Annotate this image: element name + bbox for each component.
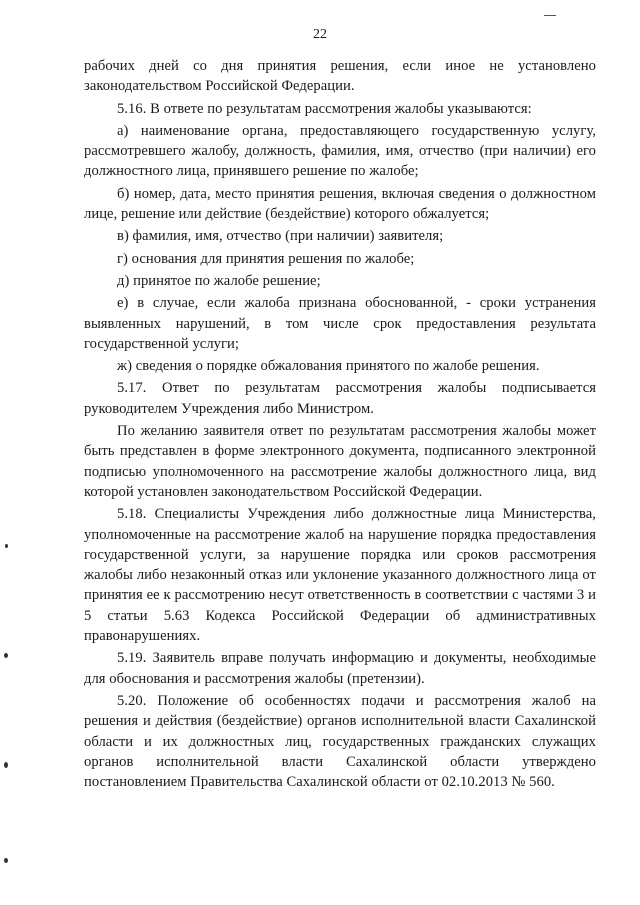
page-number: 22 bbox=[313, 27, 327, 42]
paragraph-item-v: в) фамилия, имя, отчество (при наличии) заявителя; bbox=[117, 228, 444, 245]
paragraph-electronic-response: По желанию заявителя ответ по результатам рассмотрения жалобы может быть представлен в форме электронного документа, подписанного электронной подписью уполномоченного на рассмотрение жалобы должностного лица, вид которой установлен законодательством Российской Федерации. bbox=[84, 423, 596, 500]
scan-speck-2 bbox=[4, 653, 8, 658]
paragraph-continuation: рабочих дней со дня принятия решения, если иное не установлено законодательством Российской Федерации. bbox=[84, 58, 596, 95]
paragraph-item-zh: ж) сведения о порядке обжалования принятого по жалобе решения. bbox=[117, 358, 540, 375]
paragraph-item-g: г) основания для принятия решения по жалобе; bbox=[117, 250, 415, 267]
scan-speck-4 bbox=[4, 858, 8, 863]
paragraph-item-d: д) принятое по жалобе решение; bbox=[117, 272, 321, 289]
document-body bbox=[84, 56, 596, 794]
paragraph-5-16-heading: 5.16. В ответе по результатам рассмотрения жалобы указываются: bbox=[117, 100, 532, 117]
scan-speck-3 bbox=[4, 762, 8, 768]
paragraph-item-b: б) номер, дата, место принятия решения, включая сведения о должностном лице, решение или действие (бездействие) которого обжалуется; bbox=[84, 185, 596, 223]
paragraph-5-17: 5.17. Ответ по результатам рассмотрения жалобы подписывается руководителем Учреждения либо Министром. bbox=[84, 380, 596, 417]
paragraph-item-e: е) в случае, если жалоба признана обоснованной, - сроки устранения выявленных нарушений, в том числе срок предоставления результата государственной услуги; bbox=[84, 295, 596, 352]
scan-dash-top-right bbox=[544, 15, 556, 16]
paragraph-item-a: а) наименование органа, предоставляющего государственную услугу, рассмотревшего жалобу, должность, фамилия, имя, отчество (при наличии) его должностного лица, принявшего решение по жалобе; bbox=[84, 122, 596, 180]
paragraph-5-19: 5.19. Заявитель вправе получать информацию и документы, необходимые для обоснования и рассмотрения жалобы (претензии). bbox=[84, 650, 596, 687]
paragraph-5-18: 5.18. Специалисты Учреждения либо должностные лица Министерства, уполномоченные на рассмотрение жалоб на нарушение порядка предоставления государственной услуги, за нарушение порядка или сроков рассмотрения жалобы либо незаконный отказ или уклонение указанного должностного лица от принятия ее к рассмотрению несут ответственность в соответствии с частями 3 и 5 статьи 5.63 Кодекса Российской Федерации об административных правонарушениях. bbox=[84, 506, 596, 645]
scan-speck-1 bbox=[5, 544, 8, 548]
paragraph-5-20: 5.20. Положение об особенностях подачи и рассмотрения жалоб на решения и действия (бездействие) органов исполнительной власти Сахалинской области и их должностных лиц, государственных гражданских служащих органов исполнительной власти Сахалинской области утверждено постановлением Правительства Сахалинской области от 02.10.2013 № 560. bbox=[84, 692, 596, 791]
